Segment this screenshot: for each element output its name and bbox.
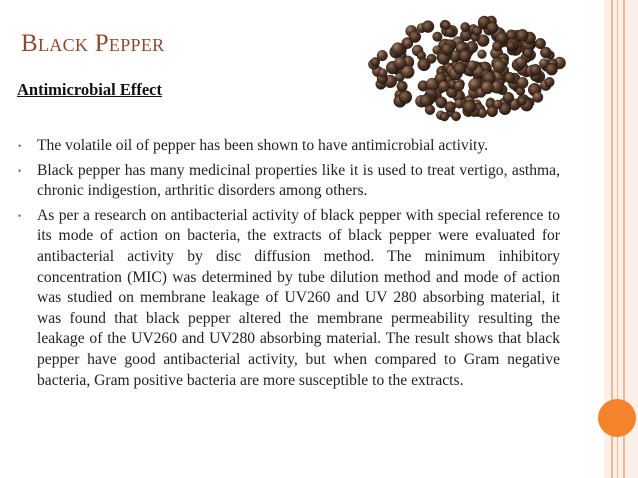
bullet-marker: • bbox=[18, 141, 22, 151]
bullet-text: Black pepper has many medicinal properties like it is used to treat vertigo, asthma, chronic indigestion, arthritic disorders among others. bbox=[37, 161, 560, 200]
slide-subtitle: Antimicrobial Effect bbox=[17, 80, 162, 99]
slide-title: Black Pepper bbox=[21, 30, 165, 57]
bullet-marker: • bbox=[18, 210, 22, 221]
bullet-item bbox=[18, 161, 560, 202]
bullet-text: The volatile oil of pepper has been shown to have antimicrobial activity. bbox=[37, 137, 489, 154]
peppercorn-pile-image bbox=[368, 12, 570, 122]
accent-circle-decoration bbox=[598, 399, 636, 437]
bullet-list bbox=[18, 136, 560, 395]
bullet-marker: • bbox=[18, 165, 22, 176]
bullet-item bbox=[18, 136, 560, 157]
bullet-item bbox=[18, 206, 560, 391]
bullet-text: As per a research on antibacterial activity of black pepper with special reference to its mode of action on bacteria, the extracts of black pepper were evaluated for antibacterial activity by disc diffusion method. The minimum inhibitory concentration (MIC) was determined by tube dilution method and mode of action was studied on membrane leakage of UV260 and UV 280 absorbing material, it was found that black pepper altered the membrane permeability resulting the leakage of the UV260 and UV280 absorbing material. The result shows that black pepper have good antibacterial activity, but when compared to Gram negative bacteria, Gram positive bacteria are more susceptible to the extracts. bbox=[37, 206, 560, 389]
